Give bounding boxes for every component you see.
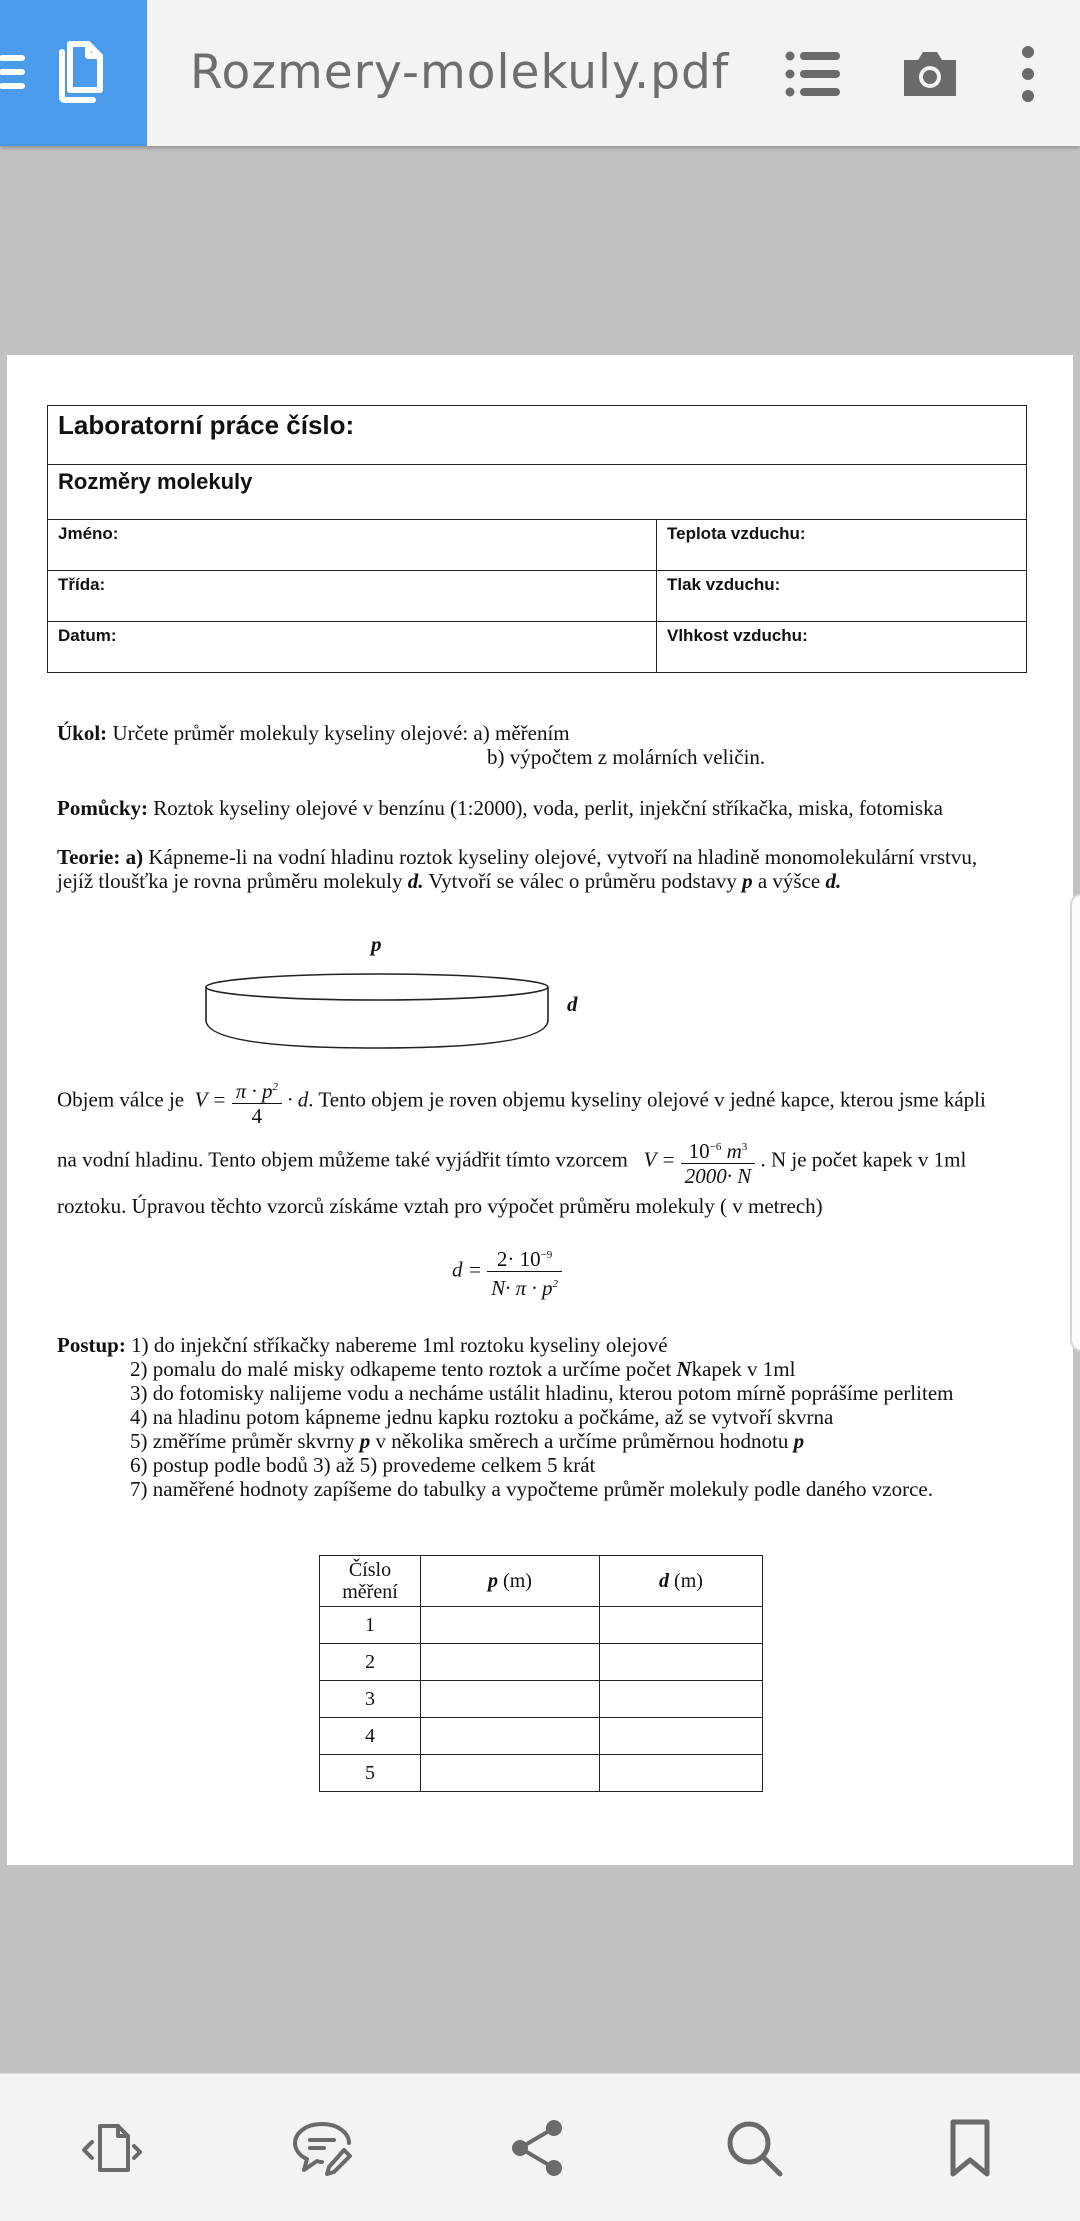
theory-line-2 [57,869,841,893]
procedure-step-6: 6) postup podle bodů 3) až 5) provedeme celkem 5 krát [130,1453,596,1477]
list-icon[interactable] [780,42,844,106]
table-row [320,1755,763,1792]
equipment-label: Pomůcky: [57,796,148,820]
procedure-step-5-var: p [359,1429,371,1453]
pressure-label: Tlak vzduchu: [657,571,1027,622]
comment-icon[interactable] [290,2116,354,2180]
theory-text-2b: Vytvoří se válec o průměru podstavy [428,869,737,893]
procedure-step-5: 5) změříme průměr skvrny [130,1429,355,1453]
cell-p [421,1718,600,1755]
table-row [320,1644,763,1681]
equipment-text: Roztok kyseliny olejové v benzínu (1:2000), voda, perlit, injekční stříkačka, miska, fotomiska [153,796,943,820]
cell-d [600,1755,763,1792]
cell-d [600,1718,763,1755]
procedure-step-1: 1) do injekční stříkačky nabereme 1ml roztoku kyseliny olejové [131,1333,668,1357]
diameter-formula [452,1243,562,1300]
cell-p [421,1607,600,1644]
volume-formula-1: $\frac{\pi \cdot p^2}{4}$ [232,1075,282,1128]
procedure-step-2-line [130,1357,795,1381]
row-number: 2 [320,1644,421,1681]
cell-p [421,1644,600,1681]
files-drawer-icon [0,0,147,146]
col-measurement-number [320,1556,421,1607]
procedure-step-2: 2) pomalu do malé misky odkapeme tento roztok a určíme počet [130,1357,672,1381]
cell-p [421,1755,600,1792]
row-number: 5 [320,1755,421,1792]
equipment-line [57,796,943,820]
measurement-table [319,1555,763,1792]
f2-exponent: −6 [709,1141,722,1153]
procedure-step-2-var: N [676,1357,692,1381]
volume-formula-2: $\frac{10^{-6} m^3}{2000\cdot N}$ [681,1135,756,1188]
procedure-step-7: 7) naměřené hodnoty zapíšeme do tabulky a vypočteme průměr molekuly podle daného vzorce. [130,1477,933,1501]
row-number: 4 [320,1718,421,1755]
row-number: 1 [320,1607,421,1644]
task-text-a: Určete průměr molekuly kyseliny olejové: a) měřením [112,721,570,745]
theory-text-1: Kápneme-li na vodní hladinu roztok kyseliny olejové, vytvoří na hladině monomolekulární vrstvu, [148,845,978,869]
volume-text-2: na vodní hladinu. Tento objem můžeme také vyjádřit tímto vzorcem [57,1147,628,1172]
header-form-table [47,405,1027,673]
task-line-a [57,721,570,745]
bottom-toolbar [0,2073,1080,2221]
camera-icon[interactable] [898,42,962,106]
diameter-fraction: $\frac{2\cdot 10^{-9}}{N\cdot \pi \cdot p^2}$ [487,1243,562,1300]
col-d-var: d [659,1570,670,1592]
volume-line-2 [57,1135,966,1188]
share-icon[interactable] [506,2116,570,2180]
procedure-step-2-tail: kapek v 1ml [691,1357,796,1381]
table-row [320,1607,763,1644]
theory-label: Teorie: a) [57,845,144,869]
humidity-label: Vlhkost vzduchu: [657,622,1027,673]
volume-v-eq-2: V = [643,1147,676,1172]
table-header-row [320,1556,763,1607]
theory-text-2c: a výšce [757,869,821,893]
pdf-convert-icon[interactable] [78,2116,142,2180]
date-label: Datum: [48,622,657,673]
col-p-unit: (m) [498,1570,532,1592]
page-content [7,355,1073,1865]
f3-exponent: −9 [540,1249,553,1261]
temperature-label: Teplota vzduchu: [657,520,1027,571]
f1-denominator: 4 [251,1104,263,1128]
procedure-step-5-var2: p [793,1429,805,1453]
col-p-var: p [488,1570,499,1592]
col-d-unit: (m) [669,1570,703,1592]
more-vertical-icon[interactable] [996,42,1060,106]
col1-line2: měření [342,1581,398,1603]
volume-text-3: roztoku. Úpravou těchto vzorců získáme vztah pro výpočet průměru molekuly ( v metrech) [57,1194,823,1218]
f3-numerator: 2· 10 [496,1247,541,1271]
f2-unit: m [721,1139,742,1163]
files-drawer-button[interactable] [0,0,147,146]
f2-denominator: 2000· N [684,1164,752,1188]
theory-line-1 [57,845,977,869]
procedure-step-5-line [130,1429,804,1453]
name-label: Jméno: [48,520,657,571]
volume-lead: Objem válce je [57,1087,185,1112]
task-label: Úkol: [57,721,108,745]
edge-panel-handle[interactable] [1070,893,1080,1352]
col-d [600,1556,763,1607]
lab-title: Laboratorní práce číslo: [48,406,1027,465]
volume-rest: . Tento objem je roven objemu kyseliny olejové v jedné kapce, kterou jsme kápli [308,1087,986,1112]
procedure-step-1-line [57,1333,668,1357]
procedure-step-3: 3) do fotomisky nalijeme vodu a necháme ustálit hladinu, kterou potom mírně poprášíme perlitem [130,1381,954,1405]
cell-d [600,1607,763,1644]
volume-v-eq: V = [194,1087,227,1112]
theory-text-2a: jejíž tloušťka je rovna průměru molekuly [57,869,403,893]
procedure-step-4: 4) na hladinu potom kápneme jednu kapku roztoku a počkáme, až se vytvoří skvrna [130,1405,834,1429]
theory-var-p: p [742,869,753,893]
figure-label-p: p [371,932,382,956]
table-row [320,1718,763,1755]
cell-d [600,1681,763,1718]
theory-var-d2: d. [825,869,842,893]
col1-line1: Číslo [348,1559,392,1581]
class-label: Třída: [48,571,657,622]
row-number: 3 [320,1681,421,1718]
cell-d [600,1644,763,1681]
bookmark-icon[interactable] [938,2116,1002,2180]
subject-title: Rozměry molekuly [48,465,1027,520]
cell-p [421,1681,600,1718]
theory-var-d: d. [407,869,424,893]
procedure-step-5-tail: v několika směrech a určíme průměrnou hodnotu [375,1429,789,1453]
f1-tail: · d [287,1087,309,1112]
document-title: Rozmery-molekuly.pdf [190,45,730,100]
procedure-label: Postup: [57,1333,126,1357]
pdf-page [7,355,1073,1865]
f1-numerator: π · p [235,1079,273,1103]
volume-line-1 [57,1075,986,1128]
table-row [320,1681,763,1718]
col-p [421,1556,600,1607]
volume-text-2-tail: . N je počet kapek v 1ml [760,1147,967,1172]
task-text-b: b) výpočtem z molárních veličin. [487,745,766,769]
d-eq: d = [452,1257,482,1282]
app-toolbar [0,0,1080,146]
f2-numerator: 10 [688,1139,710,1163]
f3-denominator: N· π · p [491,1276,553,1300]
figure-label-d: d [567,992,578,1016]
search-icon[interactable] [722,2116,786,2180]
